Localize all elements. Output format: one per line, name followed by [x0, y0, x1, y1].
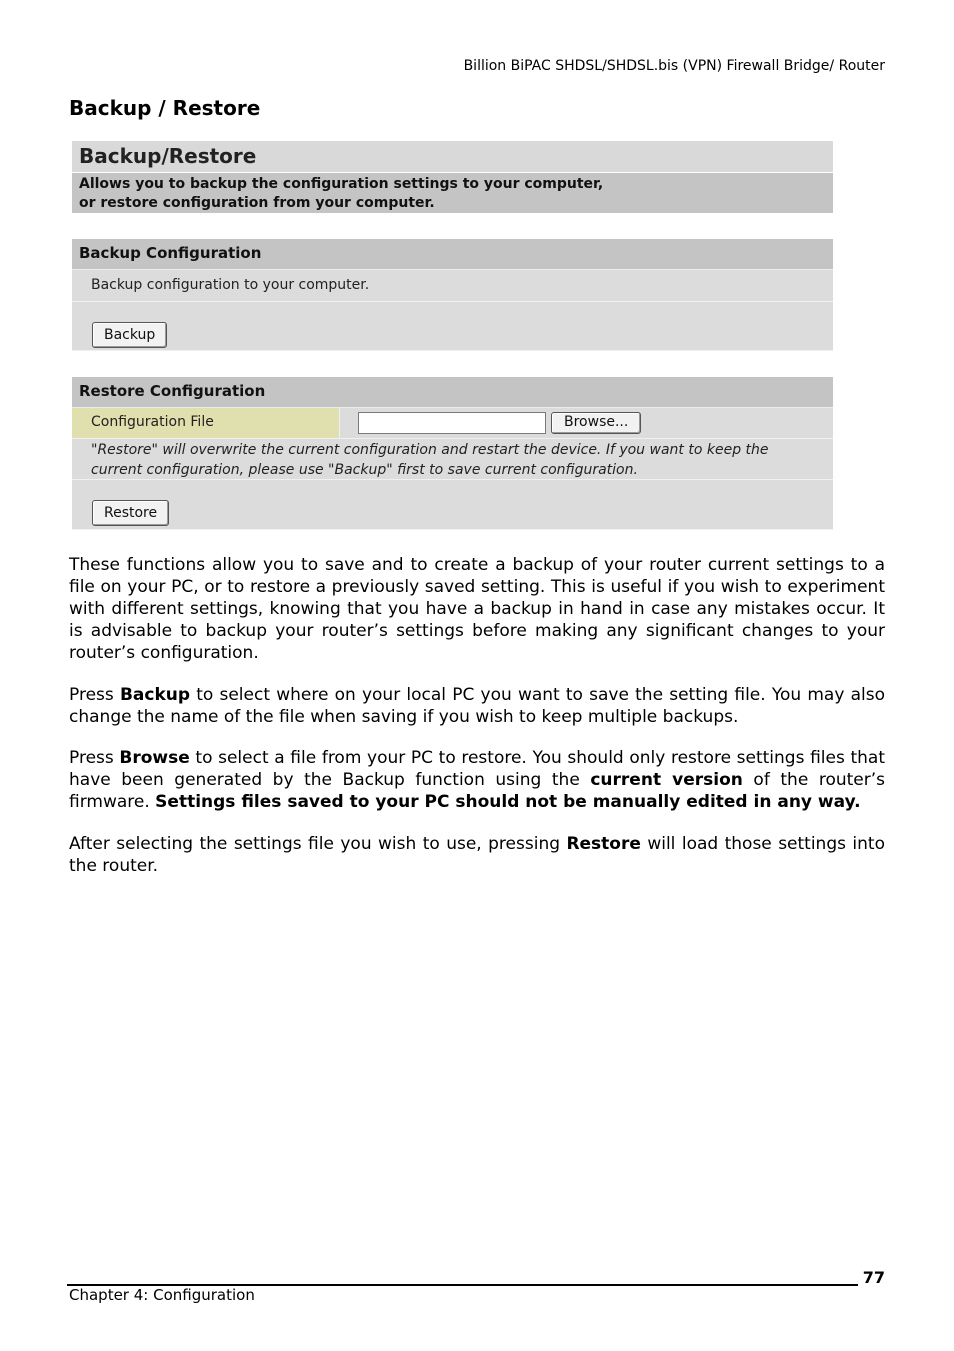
bold-text: Browse	[119, 748, 190, 768]
paragraph-backup	[69, 684, 885, 728]
restore-panel	[72, 377, 833, 530]
bold-text: Backup	[119, 685, 191, 705]
router-ui-screenshot	[72, 141, 833, 530]
text: Press	[69, 685, 120, 705]
paragraph-intro: These functions allow you to save and to create a backup of your router current settings to a file on your PC, or to restore a previously saved setting. This is useful if you wish to experiment with different settings, knowing that you have a backup in hand in case any mistakes occur. It is advisable to backup your router’s settings before making any significant changes to your router’s configuration.	[69, 555, 885, 663]
config-file-control	[340, 408, 833, 438]
running-header: Billion BiPAC SHDSL/SHDSL.bis (VPN) Firewall Bridge/ Router	[463, 58, 885, 74]
ui-page-description: Allows you to backup the configuration settings to your computer, or restore configuration from your computer.	[72, 173, 833, 213]
bold-text: current version	[590, 770, 743, 790]
text: to select a file from your PC to restore. You should only restore settings files that have been generated by the Backup function using the	[69, 748, 885, 790]
backup-panel-heading: Backup Configuration	[72, 239, 833, 270]
restore-button[interactable]: Restore	[92, 500, 169, 526]
text: will load those settings into the router.	[69, 834, 885, 876]
backup-description: Backup configuration to your computer.	[72, 270, 833, 302]
paragraph-restore	[69, 833, 885, 877]
restore-button-row	[72, 480, 833, 530]
section-title: Backup / Restore	[69, 96, 261, 120]
paragraph-browse	[69, 747, 885, 813]
backup-button-row	[72, 302, 833, 351]
restore-warning-note: "Restore" will overwrite the current configuration and restart the device. If you want to keep the current configuration, please use "Backup" first to save current configuration.	[72, 439, 833, 480]
text: of the router’s firmware.	[69, 770, 885, 812]
footer-chapter: Chapter 4: Configuration	[69, 1286, 255, 1304]
bold-text: Settings files saved to your PC should not be manually edited in any way.	[155, 792, 861, 812]
backup-panel	[72, 239, 833, 351]
text: to select where on your local PC you want to save the setting file. You may also change the name of the file when saving if you wish to keep multiple backups.	[69, 685, 885, 727]
config-file-input[interactable]	[358, 412, 546, 434]
text: Press	[69, 748, 120, 768]
bold-text: Restore	[566, 834, 641, 854]
browse-button[interactable]: Browse...	[551, 412, 641, 434]
backup-button[interactable]: Backup	[92, 322, 167, 348]
config-file-label: Configuration File	[72, 408, 340, 438]
restore-panel-heading: Restore Configuration	[72, 377, 833, 408]
page-number: 77	[862, 1268, 885, 1287]
text: After selecting the settings file you wish to use, pressing	[69, 834, 567, 854]
ui-page-title: Backup/Restore	[72, 141, 833, 173]
config-file-row	[72, 408, 833, 439]
